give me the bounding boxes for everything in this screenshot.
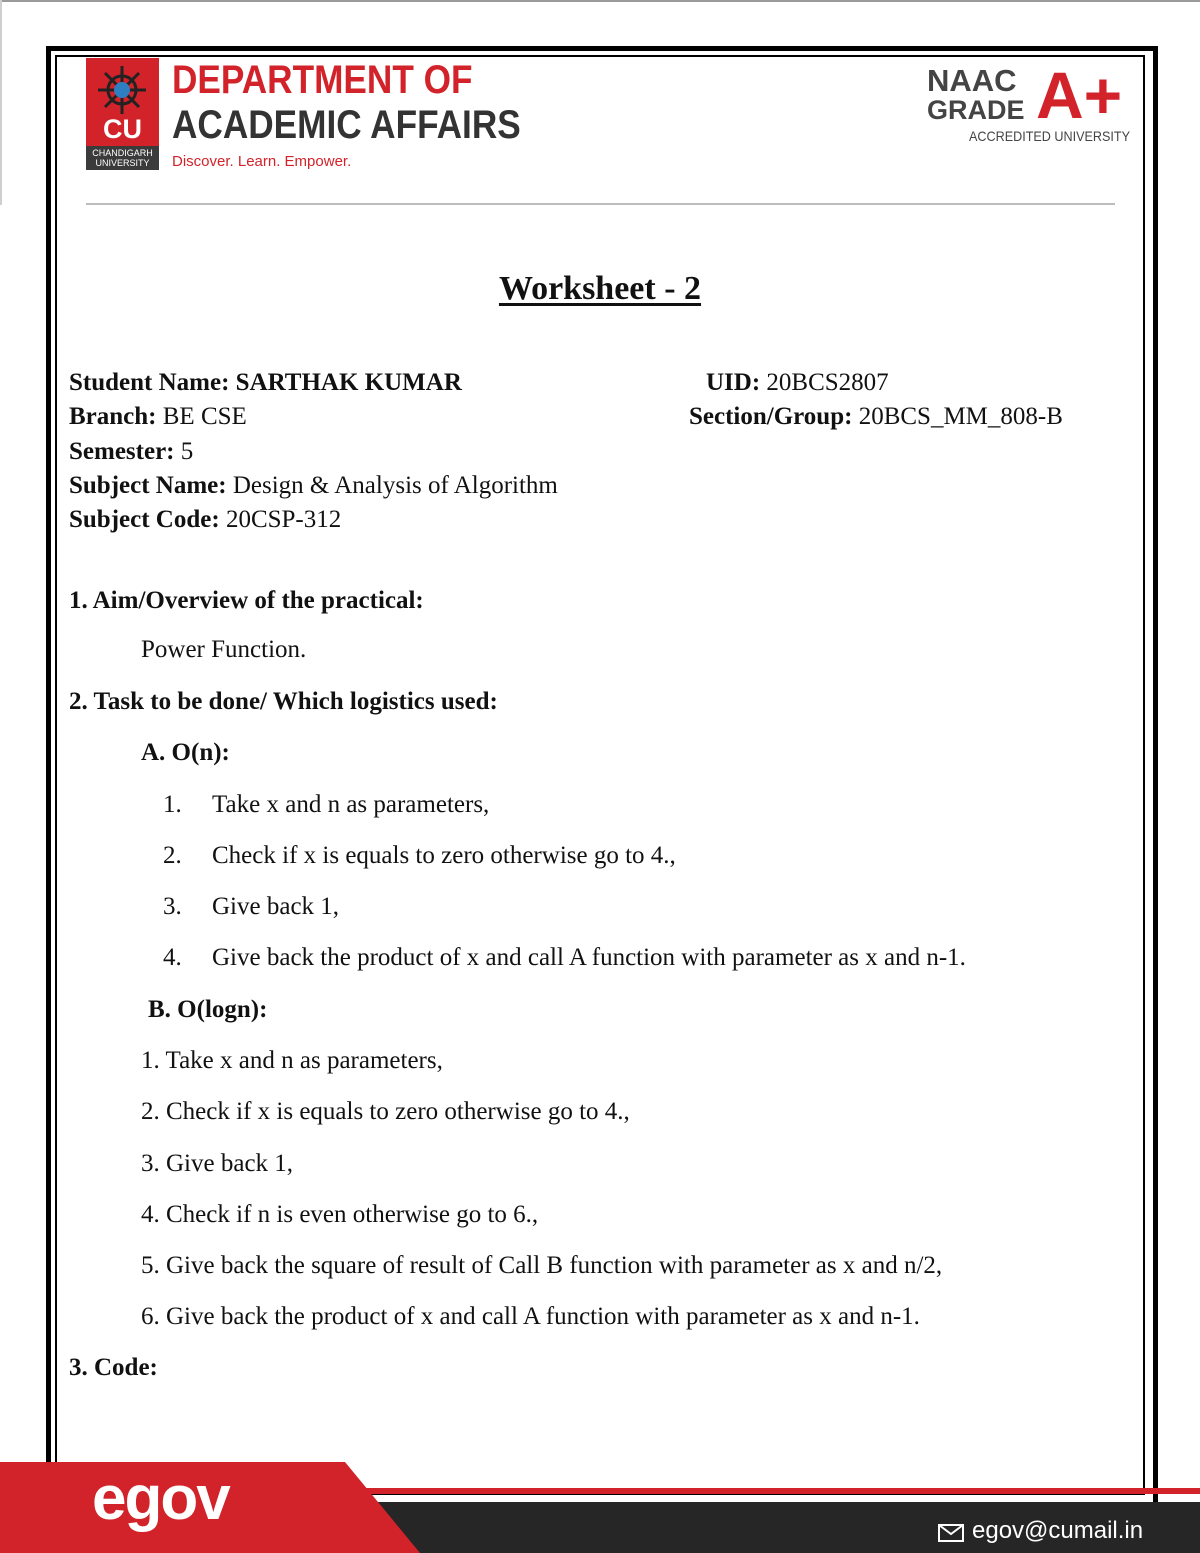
subject-name-value: Design & Analysis of Algorithm xyxy=(232,472,558,499)
naac-grade-label: GRADE xyxy=(927,95,1025,125)
page-left-edge xyxy=(0,0,2,205)
b-step: 2. Check if x is equals to zero otherwise go to 4., xyxy=(141,1098,630,1125)
method-b-heading: B. O(logn): xyxy=(148,996,268,1023)
cu-logo xyxy=(86,58,159,170)
a-step-text: Give back the product of x and call A function with parameter as x and n-1. xyxy=(212,944,966,971)
a-step-number: 4. xyxy=(163,944,182,971)
page-top-edge xyxy=(0,0,1200,2)
section-label: Section/Group: xyxy=(689,403,853,430)
naac-accredited-label: ACCREDITED UNIVERSITY xyxy=(969,128,1131,144)
method-a-heading: A. O(n): xyxy=(141,739,230,766)
worksheet-title: Worksheet - 2 xyxy=(498,270,702,307)
section-value: 20BCS_MM_808-B xyxy=(858,403,1063,430)
department-tagline: Discover. Learn. Empower. xyxy=(172,153,352,170)
semester-label: Semester: xyxy=(69,438,175,465)
branch-value: BE CSE xyxy=(162,403,247,430)
student-name-value: SARTHAK KUMAR xyxy=(235,369,462,396)
student-name-row xyxy=(69,366,462,400)
uid-value: 20BCS2807 xyxy=(766,369,889,396)
subject-name-row xyxy=(69,469,558,503)
uid-label: UID: xyxy=(706,369,761,396)
header-divider xyxy=(86,203,1115,205)
subject-code-row xyxy=(69,503,341,537)
subject-code-label: Subject Code: xyxy=(69,506,220,533)
b-step: 6. Give back the product of x and call A function with parameter as x and n-1. xyxy=(141,1303,920,1330)
naac-label: NAAC xyxy=(927,63,1017,98)
task-heading: 2. Task to be done/ Which logistics used: xyxy=(69,688,498,715)
footer-email: egov@cumail.in xyxy=(972,1517,1144,1544)
department-title-line1: DEPARTMENT OF xyxy=(172,58,473,102)
subject-code-value: 20CSP-312 xyxy=(225,506,342,533)
b-step: 4. Check if n is even otherwise go to 6., xyxy=(141,1201,539,1228)
code-heading: 3. Code: xyxy=(69,1354,158,1381)
b-step: 3. Give back 1, xyxy=(141,1150,294,1177)
department-title-line2: ACADEMIC AFFAIRS xyxy=(172,103,521,147)
mail-icon xyxy=(938,1524,964,1542)
a-step-text: Take x and n as parameters, xyxy=(212,791,490,818)
semester-row xyxy=(69,435,193,469)
a-step-number: 2. xyxy=(163,842,182,869)
semester-value: 5 xyxy=(180,438,194,465)
branch-label: Branch: xyxy=(69,403,157,430)
a-step-number: 1. xyxy=(163,791,182,818)
cu-logo-university: CHANDIGARH UNIVERSITY xyxy=(86,146,159,170)
section-row xyxy=(689,400,1063,434)
uid-row xyxy=(706,366,889,400)
egov-logo: egov xyxy=(92,1464,229,1533)
a-step-text: Check if x is equals to zero otherwise go to 4., xyxy=(212,842,676,869)
subject-name-label: Subject Name: xyxy=(69,472,227,499)
a-step-text: Give back 1, xyxy=(212,893,340,920)
naac-grade-value: A+ xyxy=(1036,58,1123,132)
cu-emblem-icon xyxy=(92,62,152,118)
branch-row xyxy=(69,400,247,434)
a-step-number: 3. xyxy=(163,893,182,920)
b-step: 5. Give back the square of result of Call B function with parameter as x and n/2, xyxy=(141,1252,943,1279)
student-name-label: Student Name: xyxy=(69,369,230,396)
b-step: 1. Take x and n as parameters, xyxy=(141,1047,443,1074)
aim-heading: 1. Aim/Overview of the practical: xyxy=(69,587,424,614)
cu-logo-text: CU xyxy=(103,114,142,144)
aim-text: Power Function. xyxy=(141,636,307,663)
